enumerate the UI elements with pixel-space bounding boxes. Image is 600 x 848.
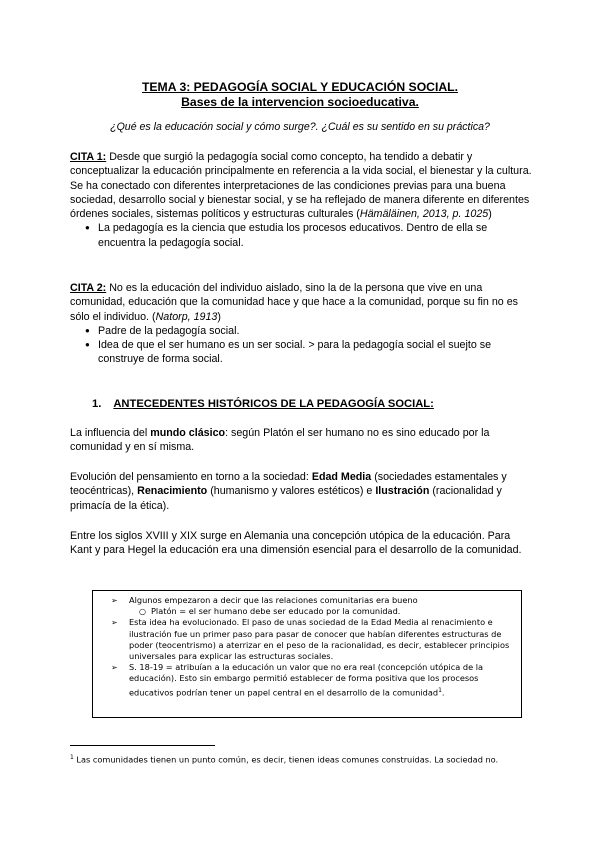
box-item-3-text: S. 18-19 = atribuían a la educación un valor que no era real (concepción utópica de la educación). Esto sin embargo permitió establecer de forma positiva que los procesos educativos podrían tener un papel central en el desarrollo de la comunidad [129, 662, 484, 698]
summary-box [92, 590, 522, 718]
cita-2-ref: Natorp, 1913 [155, 310, 218, 323]
page-title [70, 80, 530, 110]
para2-text-4: (racionalidad y primacía de la ética). [70, 485, 502, 512]
title-line-1: TEMA 3: PEDAGOGÍA SOCIAL Y EDUCACIÓN SOCIAL. [141, 80, 458, 94]
para2-text-3: (humanismo y valores estéticos) e [207, 485, 376, 498]
section-title: ANTECEDENTES HISTÓRICOS DE LA PEDAGOGÍA SOCIAL: [113, 398, 434, 410]
cita-2-paragraph [70, 281, 532, 324]
para2-bold-3: Ilustración [375, 485, 430, 498]
cita-1-text: Desde que surgió la pedagogía social como concepto, ha tendido a debatir y conceptualizar la educación principalmente en referencia a la vida social, el bienestar y la cultura. Se ha conectado con diferentes interpretaciones de las condiciones previas para una buena sociedad, desarrollo social y bienestar social, y se ha reflejado de manera diferente en diferentes órdenes sociales, sistemas políticos y estructuras culturales ( [70, 151, 532, 221]
cita-2-text: No es la educación del individuo aislado, sino la de la persona que vive en una comunidad, educación que la comunidad hace y que hace a la comunidad, porque su fin no es sólo el individuo. ( [70, 282, 518, 323]
list-item [107, 662, 511, 698]
paragraph-siglos [70, 529, 532, 558]
section-number: 1. [92, 398, 102, 410]
paragraph-mundo-clasico [70, 426, 532, 455]
cita-1-block [70, 150, 532, 250]
title-line-2: Bases de la intervencion socioeducativa. [181, 95, 419, 109]
para2-bold-1: Edad Media [311, 471, 372, 483]
paragraph-evolucion [70, 470, 532, 513]
section-heading [92, 398, 434, 410]
para1-bold: mundo clásico [150, 427, 226, 439]
footnote [70, 752, 532, 766]
cita-2-close: ) [217, 310, 221, 323]
list-item: ● Padre de la pedagogía social. [70, 324, 532, 338]
cita-1-paragraph [70, 150, 532, 221]
cita-2-label: CITA 2: [70, 282, 107, 294]
list-item: ● La pedagogía es la ciencia que estudia los procesos educativos. Dentro de ella se encuentra la pedagogía social. [70, 221, 532, 250]
cita-1-bullets [70, 221, 532, 250]
cita-1-label: CITA 1: [70, 151, 107, 163]
footnote-mark: 1 [70, 754, 74, 761]
list-item: ➢ Algunos empezaron a decir que las relaciones comunitarias era bueno [107, 595, 511, 606]
para2-text-2: (sociedades estamentales y teocéntricas), [70, 471, 507, 498]
cita-1-close: ) [488, 208, 492, 221]
footnote-divider [70, 745, 215, 746]
footnote-ref[interactable]: 1 [438, 686, 442, 694]
para3-text: Entre los siglos XVIII y XIX surge en Alemania una concepción utópica de la educación. Para Kant y para Hegel la educación era una dimensión esencial para el desarrollo de la comunidad. [70, 530, 522, 557]
guiding-question: ¿Qué es la educación social y cómo surge?. ¿Cuál es su sentido en su práctica? [110, 121, 490, 133]
box-item-3-end: . [441, 687, 445, 698]
list-item: ○ Platón = el ser humano debe ser educado por la comunidad. [107, 606, 511, 617]
para2-bold-2: Renacimiento [137, 485, 208, 498]
cita-2-bullets [70, 324, 532, 367]
list-item: ● Idea de que el ser humano es un ser social. > para la pedagogía social el suejto se construye de forma social. [70, 338, 532, 367]
cita-2-block [70, 281, 532, 367]
cita-1-ref: Hämäläinen, 2013, p. 1025 [359, 208, 489, 221]
list-item: ➢ Esta idea ha evolucionado. El paso de unas sociedad de la Edad Media al renacimiento e ilustración fue un primer paso para pasar de conocer que habían diferentes estructuras de poder (teocentrismo) a aterrizar en el peso de la racionalidad, es decir, establecer principios universales para explicar las estructuras sociales. [107, 617, 511, 662]
para1-text-1: La influencia del [70, 427, 151, 439]
para1-text-2: : según Platón el ser humano no es sino educado por la comunidad y en sí misma. [70, 427, 490, 454]
para2-text-1: Evolución del pensamiento en torno a la sociedad: [70, 471, 312, 483]
footnote-text: Las comunidades tienen un punto común, es decir, tienen ideas comunes construidas. La sociedad no. [73, 754, 499, 765]
